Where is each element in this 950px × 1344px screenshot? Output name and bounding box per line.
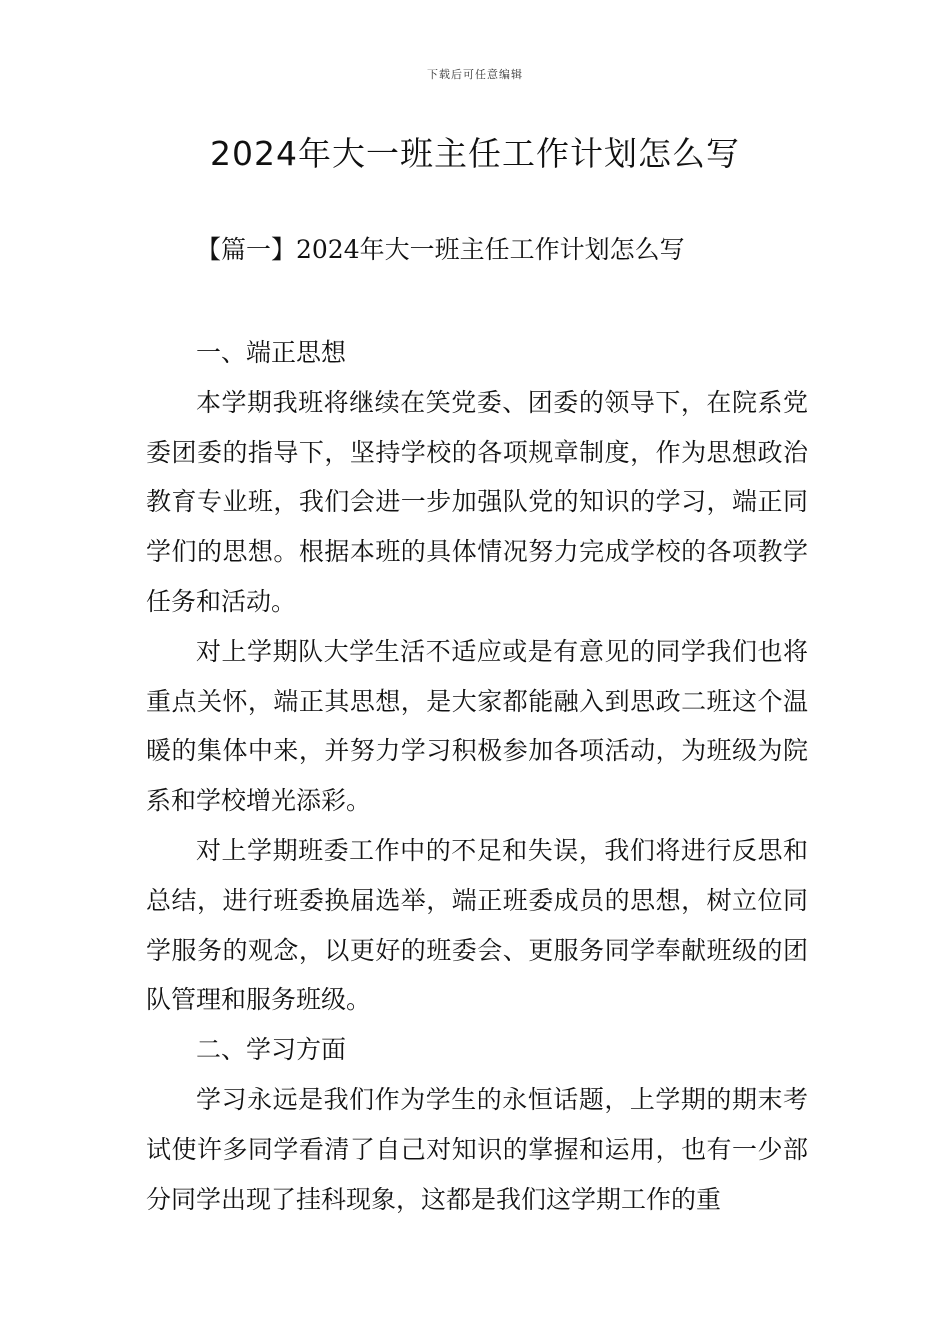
body-paragraph: 对上学期队大学生活不适应或是有意见的同学我们也将重点关怀，端正其思想，是大家都能融入到思政二班这个温暖的集体中来，并努力学习积极参加各项活动，为班级为院系和学校增光添彩。 — [146, 636, 808, 816]
body-paragraph: 本学期我班将继续在笑党委、团委的领导下，在院系党委团委的指导下，坚持学校的各项规章制度，作为思想政治教育专业班，我们会进一步加强队党的知识的学习，端正同学们的思想。根据本班的具体情况努力完成学校的各项教学任务和活动。 — [146, 387, 808, 616]
section-heading-thought: 一、端正思想 — [196, 338, 347, 367]
section-subtitle: 【篇一】2024年大一班主任工作计划怎么写 — [196, 235, 685, 264]
section-heading-study: 二、学习方面 — [196, 1035, 347, 1065]
body-paragraph: 对上学期班委工作中的不足和失误，我们将进行反思和总结，进行班委换届选举，端正班委成员的思想，树立位同学服务的观念，以更好的班委会、更服务同学奉献班级的团队管理和服务班级。 — [146, 835, 808, 1015]
document-body — [146, 328, 808, 1224]
document-title: 2024年大一班主任工作计划怎么写 — [210, 134, 740, 173]
header-note: 下载后可任意编辑 — [427, 68, 523, 81]
body-paragraph: 学习永远是我们作为学生的永恒话题，上学期的期末考试使许多同学看清了自己对知识的掌握和运用，也有一少部分同学出现了挂科现象，这都是我们这学期工作的重 — [146, 1084, 808, 1214]
